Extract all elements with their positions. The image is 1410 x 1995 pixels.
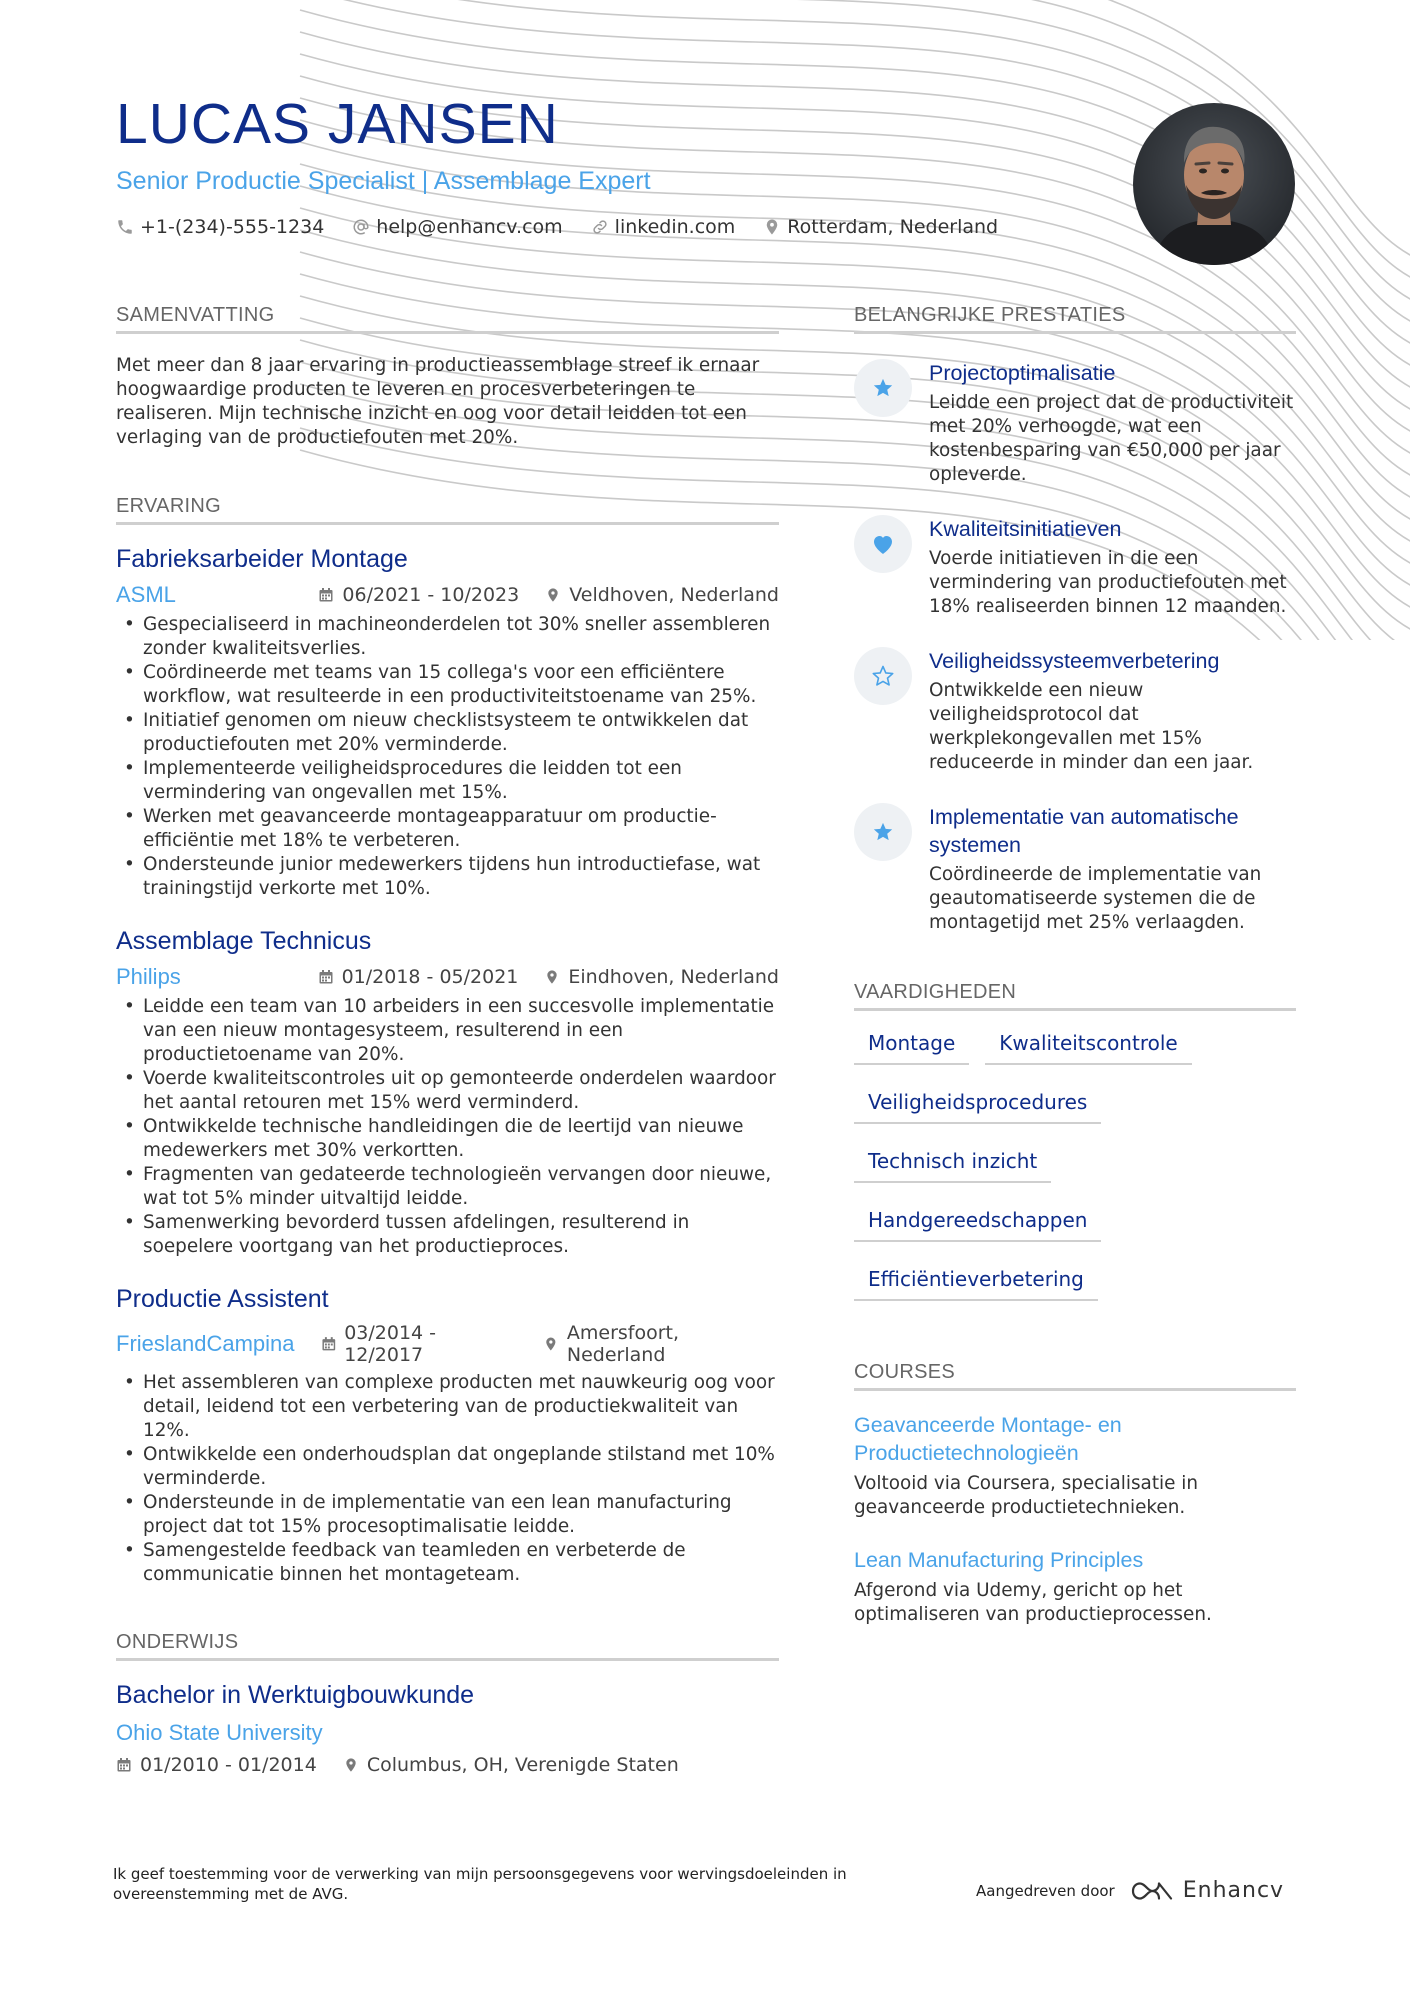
job-bullets (116, 1371, 779, 1587)
contact-email-text: help@enhancv.com (376, 216, 563, 238)
school-name: Ohio State University (116, 1720, 323, 1745)
location-icon (343, 1757, 359, 1773)
course-text: Afgerond via Udemy, gericht op het optimaliseren van productieprocessen. (854, 1580, 1212, 1625)
candidate-subtitle: Senior Productie Specialist | Assemblage Expert (116, 167, 651, 195)
powered-by[interactable] (976, 1878, 1284, 1903)
course-title: Geavanceerde Montage- en Productietechnologieën (854, 1413, 1122, 1465)
at-icon (352, 218, 370, 236)
brand-name: Enhancv (1182, 1878, 1285, 1903)
achievement-text: Voerde initiatieven in die een vermindering van productiefouten met 18% realiseerden binnen 12 maanden. (929, 548, 1287, 617)
job-bullets (116, 995, 779, 1259)
bullet-item: • Ontwikkelde technische handleidingen die de leertijd van nieuwe medewerkers met 30% verkortten. (116, 1115, 779, 1163)
contact-email[interactable] (352, 216, 562, 238)
achievement-text: Coördineerde de implementatie van geautomatiseerde systemen die de montagetijd met 25% verlaagden. (929, 864, 1262, 933)
education-location-text: Columbus, OH, Verenigde Staten (366, 1754, 679, 1776)
job-meta (116, 582, 779, 608)
section-title-experience: ERVARING (116, 495, 779, 525)
calendar-icon (318, 587, 334, 603)
bullet-item: • Voerde kwaliteitscontroles uit op gemonteerde onderdelen waardoor het aantal retouren met 15% werd verminderd. (116, 1067, 779, 1115)
location-icon (544, 969, 560, 985)
company-name: Philips (116, 964, 181, 989)
contact-linkedin-text: linkedin.com (614, 216, 736, 238)
link-icon (591, 218, 609, 236)
job-bullets (116, 613, 779, 901)
star-outline-icon (854, 647, 912, 705)
experience-entry (116, 1285, 779, 1587)
experience-entry (116, 545, 779, 901)
education-dates-text: 01/2010 - 01/2014 (140, 1754, 317, 1776)
job-dates (321, 1322, 518, 1366)
course-text: Voltooid via Coursera, specialisatie in geavanceerde productietechnieken. (854, 1473, 1199, 1518)
skill-tag: Technisch inzicht (854, 1149, 1051, 1183)
education-entry (116, 1681, 779, 1776)
bullet-item: • Het assembleren van complexe producten met nauwkeurig oog voor detail, leidend tot een verbetering van de productiekwaliteit van 12%. (116, 1371, 779, 1443)
contact-location-text: Rotterdam, Nederland (787, 216, 999, 238)
achievement-text: Leidde een project dat de productiviteit met 20% verhoogde, wat een kostenbesparing van €50,000 per jaar opleverde. (929, 392, 1294, 485)
experience-entry (116, 927, 779, 1259)
section-title-summary: SAMENVATTING (116, 304, 779, 334)
job-dates-text: 01/2018 - 05/2021 (341, 966, 519, 988)
job-dates (318, 966, 519, 988)
achievement-item (854, 803, 1296, 935)
job-location-text: Veldhoven, Nederland (569, 584, 779, 606)
company-name: FrieslandCampina (116, 1331, 295, 1356)
calendar-icon (321, 1336, 337, 1352)
education-location (343, 1754, 679, 1776)
bullet-item: • Ondersteunde in de implementatie van een lean manufacturing project dat tot 15% procesoptimalisatie leidde. (116, 1491, 779, 1539)
contact-phone-text: +1-(234)-555-1234 (140, 216, 325, 238)
bullet-item: • Coördineerde met teams van 15 collega's voor een efficiëntere workflow, wat resulteerde in een productiviteitstoename van 25%. (116, 661, 779, 709)
calendar-icon (318, 969, 334, 985)
job-location (545, 584, 779, 606)
job-title: Productie Assistent (116, 1285, 329, 1313)
job-location-text: Amersfoort, Nederland (566, 1322, 680, 1366)
bullet-item: • Werken met geavanceerde montageapparatuur om productie-efficiëntie met 18% te verbeteren. (116, 805, 779, 853)
heart-icon (854, 515, 912, 573)
location-icon (545, 587, 561, 603)
calendar-icon (116, 1757, 132, 1773)
education-meta (116, 1754, 779, 1776)
course-item (854, 1546, 1296, 1627)
course-title: Lean Manufacturing Principles (854, 1548, 1144, 1572)
right-column (854, 304, 1296, 1627)
skills-list (854, 1031, 1296, 1326)
left-column (116, 304, 779, 1776)
achievement-title: Veiligheidssysteemverbetering (929, 649, 1220, 673)
education-dates (116, 1754, 317, 1776)
achievement-title: Kwaliteitsinitiatieven (929, 517, 1122, 541)
brand-logo[interactable] (1129, 1878, 1284, 1903)
section-title-courses: COURSES (854, 1361, 1296, 1391)
bullet-item: • Samenwerking bevorderd tussen afdelingen, resulterend in soepelere voortgang van het productieproces. (116, 1211, 779, 1259)
star-icon (854, 803, 912, 861)
job-dates-text: 06/2021 - 10/2023 (342, 584, 520, 606)
contact-linkedin[interactable] (591, 216, 736, 238)
achievement-item (854, 359, 1296, 487)
section-title-achievements: BELANGRIJKE PRESTATIES (854, 304, 1296, 334)
bullet-item: • Implementeerde veiligheidsprocedures die leidden tot een vermindering van ongevallen met 15%. (116, 757, 779, 805)
course-item (854, 1411, 1296, 1520)
job-meta (116, 1322, 779, 1366)
bullet-item: • Ontwikkelde een onderhoudsplan dat ongeplande stilstand met 10% verminderde. (116, 1443, 779, 1491)
powered-by-text: Aangedreven door (976, 1881, 1115, 1900)
company-name: ASML (116, 582, 176, 607)
section-title-education: ONDERWIJS (116, 1631, 779, 1661)
contact-location (763, 216, 998, 238)
job-title: Fabrieksarbeider Montage (116, 545, 408, 573)
location-icon (543, 1336, 559, 1352)
bullet-item: • Fragmenten van gedateerde technologieën vervangen door nieuwe, wat tot 5% minder uitvaltijd leidde. (116, 1163, 779, 1211)
phone-icon (116, 218, 134, 236)
bullet-item: • Samengestelde feedback van teamleden en verbeterde de communicatie binnen het montageteam. (116, 1539, 779, 1587)
job-title: Assemblage Technicus (116, 927, 372, 955)
resume-header (116, 92, 1116, 238)
location-icon (763, 218, 781, 236)
contact-list (116, 216, 1116, 238)
skill-tag: Montage (854, 1031, 969, 1065)
job-meta (116, 964, 779, 990)
bullet-item: • Leidde een team van 10 arbeiders in een succesvolle implementatie van een nieuw montagesysteem, resulterend in een productietoename van 20%. (116, 995, 779, 1067)
job-location-text: Eindhoven, Nederland (568, 966, 779, 988)
bullet-item: • Initiatief genomen om nieuw checklistsysteem te ontwikkelen dat productiefouten met 20% verminderde. (116, 709, 779, 757)
candidate-name: LUCAS JANSEN (116, 92, 559, 156)
avatar (1133, 103, 1295, 265)
bullet-item: • Gespecialiseerd in machineonderdelen tot 30% sneller assembleren zonder kwaliteitsverlies. (116, 613, 779, 661)
degree-title: Bachelor in Werktuigbouwkunde (116, 1681, 475, 1709)
skill-tag: Handgereedschappen (854, 1208, 1101, 1242)
job-location (543, 1322, 779, 1366)
section-title-skills: VAARDIGHEDEN (854, 981, 1296, 1011)
summary-text: Met meer dan 8 jaar ervaring in productieassemblage streef ik ernaar hoogwaardige producten te leveren en procesverbeteringen te realiseren. Mijn technische inzicht en oog voor detail leidden tot een verlaging van de productiefouten met 20%. (116, 355, 760, 448)
skill-tag: Veiligheidsprocedures (854, 1090, 1101, 1124)
enhancv-logo-icon (1129, 1879, 1175, 1903)
job-dates (318, 584, 519, 606)
star-icon (854, 359, 912, 417)
bullet-item: • Ondersteunde junior medewerkers tijdens hun introductiefase, wat trainingstijd verkorte met 10%. (116, 853, 779, 901)
job-location (544, 966, 779, 988)
consent-footer: Ik geef toestemming voor de verwerking van mijn persoonsgegevens voor wervingsdoeleinden in overeenstemming met de AVG. (113, 1865, 847, 1903)
job-dates-text: 03/2014 - 12/2017 (344, 1322, 437, 1366)
achievement-title: Implementatie van automatische systemen (929, 805, 1239, 857)
skill-tag: Efficiëntieverbetering (854, 1267, 1098, 1301)
achievement-item (854, 647, 1296, 775)
achievement-item (854, 515, 1296, 619)
skill-tag: Kwaliteitscontrole (985, 1031, 1191, 1065)
achievement-title: Projectoptimalisatie (929, 361, 1116, 385)
contact-phone[interactable] (116, 216, 324, 238)
achievement-text: Ontwikkelde een nieuw veiligheidsprotocol dat werkplekongevallen met 15% reduceerde in minder dan een jaar. (929, 680, 1254, 773)
